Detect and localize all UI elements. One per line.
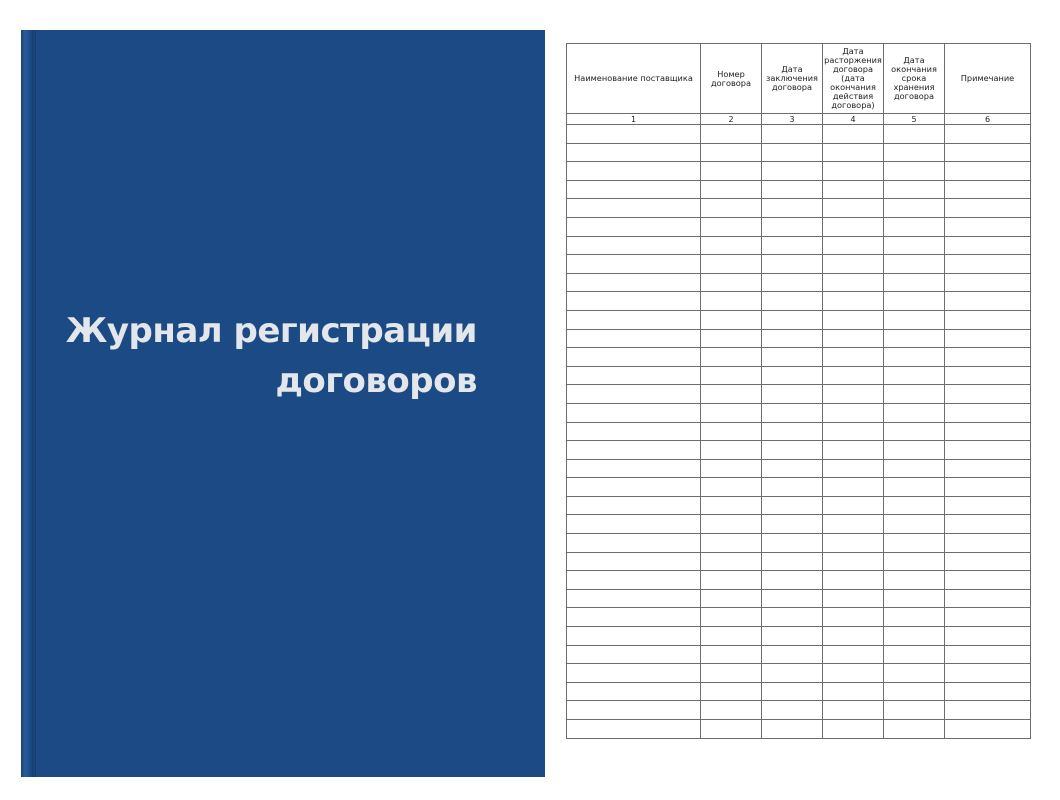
table-cell [823,552,884,571]
table-cell [567,162,701,181]
table-cell [567,255,701,274]
column-number-1: 1 [567,114,701,125]
header-supplier-name: Наименование поставщика [567,44,701,114]
table-cell [823,217,884,236]
table-cell [823,645,884,664]
table-cell [701,236,762,255]
table-cell [945,255,1031,274]
table-row [567,199,1031,218]
table-cell [701,720,762,739]
table-cell [701,608,762,627]
header-row [567,44,1031,114]
table-cell [762,534,823,553]
table-cell [823,441,884,460]
table-row [567,478,1031,497]
table-cell [567,608,701,627]
table-cell [884,552,945,571]
column-number-5: 5 [884,114,945,125]
table-cell [701,664,762,683]
table-cell [701,589,762,608]
table-cell [762,329,823,348]
table-row [567,385,1031,404]
column-number-6: 6 [945,114,1031,125]
table-cell [567,217,701,236]
table-cell [567,236,701,255]
table-cell [701,329,762,348]
table-row [567,534,1031,553]
table-cell [762,645,823,664]
table-cell [884,366,945,385]
table-cell [567,478,701,497]
table-cell [701,571,762,590]
table-cell [884,125,945,144]
table-cell [945,552,1031,571]
header-note: Примечание [945,44,1031,114]
table-cell [567,143,701,162]
table-cell [884,403,945,422]
table-cell [567,180,701,199]
table-row [567,217,1031,236]
table-cell [823,348,884,367]
table-cell [884,236,945,255]
table-cell [701,515,762,534]
table-cell [701,645,762,664]
table-cell [884,385,945,404]
table-row [567,403,1031,422]
table-cell [567,571,701,590]
cover-title-line-2: договоров [275,361,477,401]
table-cell [823,125,884,144]
table-cell [823,403,884,422]
cover-spine [21,30,35,777]
cover-title [66,306,477,406]
table-cell [567,366,701,385]
table-row [567,589,1031,608]
table-cell [762,403,823,422]
table-cell [762,720,823,739]
table-cell [567,199,701,218]
table-cell [945,143,1031,162]
table-cell [945,459,1031,478]
table-cell [701,255,762,274]
table-cell [762,496,823,515]
table-cell [762,441,823,460]
table-cell [884,720,945,739]
table-cell [823,515,884,534]
table-cell [823,459,884,478]
table-cell [762,125,823,144]
table-cell [567,664,701,683]
table-cell [701,701,762,720]
table-cell [762,180,823,199]
table-cell [701,180,762,199]
spine-edge-line [35,30,36,777]
table-cell [567,720,701,739]
table-cell [762,255,823,274]
table-cell [567,292,701,311]
table-cell [884,310,945,329]
table-row [567,329,1031,348]
table-cell [823,478,884,497]
table-cell [762,236,823,255]
table-cell [567,645,701,664]
table-cell [823,162,884,181]
table-cell [884,273,945,292]
table-cell [884,534,945,553]
table-cell [567,552,701,571]
table-cell [823,310,884,329]
table-row [567,180,1031,199]
table-cell [762,143,823,162]
table-cell [945,645,1031,664]
table-cell [823,292,884,311]
register-page [566,43,1030,740]
table-cell [823,199,884,218]
table-cell [701,348,762,367]
table-row [567,273,1031,292]
table-row [567,645,1031,664]
journal-cover [21,30,545,777]
table-cell [945,589,1031,608]
header-storage-end-date: Дата окончания срока хранения договора [884,44,945,114]
table-cell [701,552,762,571]
table-cell [762,627,823,646]
table-cell [823,534,884,553]
table-cell [945,180,1031,199]
table-cell [762,589,823,608]
table-row [567,682,1031,701]
table-cell [762,385,823,404]
table-cell [884,515,945,534]
table-cell [762,552,823,571]
table-cell [884,589,945,608]
table-row [567,255,1031,274]
table-cell [823,366,884,385]
table-cell [762,608,823,627]
table-row [567,125,1031,144]
table-cell [762,701,823,720]
header-conclusion-date: Дата заключения договора [762,44,823,114]
table-cell [884,608,945,627]
table-cell [701,292,762,311]
table-cell [945,571,1031,590]
table-cell [884,459,945,478]
table-cell [762,348,823,367]
table-cell [567,459,701,478]
table-cell [701,403,762,422]
table-cell [945,273,1031,292]
table-cell [823,589,884,608]
table-row [567,627,1031,646]
table-cell [823,664,884,683]
table-cell [701,496,762,515]
table-cell [945,627,1031,646]
table-cell [762,199,823,218]
table-cell [567,403,701,422]
table-row [567,366,1031,385]
table-cell [823,496,884,515]
table-cell [823,608,884,627]
table-cell [701,162,762,181]
table-cell [762,273,823,292]
table-cell [567,627,701,646]
table-cell [884,441,945,460]
table-cell [823,385,884,404]
table-cell [823,422,884,441]
table-cell [762,162,823,181]
table-cell [567,441,701,460]
table-cell [884,496,945,515]
table-cell [945,199,1031,218]
table-cell [701,627,762,646]
table-cell [762,217,823,236]
table-cell [567,125,701,144]
table-cell [823,236,884,255]
table-row [567,608,1031,627]
table-cell [945,515,1031,534]
column-number-4: 4 [823,114,884,125]
column-number-row [567,114,1031,125]
table-cell [945,292,1031,311]
table-cell [567,701,701,720]
table-row [567,571,1031,590]
table-cell [823,627,884,646]
table-cell [945,366,1031,385]
cover-title-line-1: Журнал регистрации [65,311,477,351]
table-cell [884,571,945,590]
table-cell [945,329,1031,348]
table-cell [567,534,701,553]
table-cell [701,125,762,144]
table-cell [884,422,945,441]
table-row [567,348,1031,367]
table-cell [762,310,823,329]
table-cell [701,273,762,292]
table-cell [701,422,762,441]
table-cell [884,255,945,274]
table-cell [701,366,762,385]
table-row [567,664,1031,683]
table-cell [823,720,884,739]
table-cell [823,273,884,292]
table-cell [945,236,1031,255]
table-cell [945,422,1031,441]
table-cell [945,496,1031,515]
table-cell [884,478,945,497]
table-cell [567,682,701,701]
table-cell [945,217,1031,236]
table-cell [567,310,701,329]
register-table [566,43,1031,739]
table-cell [884,292,945,311]
table-cell [701,143,762,162]
table-cell [567,496,701,515]
table-cell [945,478,1031,497]
table-cell [701,217,762,236]
table-cell [567,515,701,534]
table-row [567,459,1031,478]
table-cell [567,589,701,608]
table-cell [884,162,945,181]
table-row [567,701,1031,720]
table-row [567,720,1031,739]
header-contract-number: Номер договора [701,44,762,114]
table-row [567,496,1031,515]
table-cell [762,515,823,534]
table-cell [567,422,701,441]
table-cell [823,180,884,199]
table-cell [884,199,945,218]
table-cell [884,701,945,720]
column-number-2: 2 [701,114,762,125]
table-cell [762,664,823,683]
table-cell [823,255,884,274]
table-cell [884,627,945,646]
table-cell [884,664,945,683]
table-row [567,515,1031,534]
table-cell [701,478,762,497]
table-row [567,162,1031,181]
table-cell [884,682,945,701]
table-cell [945,310,1031,329]
table-cell [762,682,823,701]
table-cell [884,143,945,162]
table-cell [945,162,1031,181]
table-cell [762,422,823,441]
table-cell [945,348,1031,367]
table-cell [567,329,701,348]
table-cell [567,273,701,292]
table-cell [762,366,823,385]
table-cell [701,534,762,553]
table-cell [567,385,701,404]
table-cell [823,682,884,701]
table-cell [823,701,884,720]
table-cell [762,292,823,311]
table-cell [945,534,1031,553]
table-row [567,422,1031,441]
table-cell [884,329,945,348]
table-row [567,292,1031,311]
table-row [567,236,1031,255]
header-termination-date: Дата расторжения договора (дата окончания действия договора) [823,44,884,114]
table-cell [945,720,1031,739]
table-row [567,310,1031,329]
table-row [567,441,1031,460]
table-cell [945,608,1031,627]
table-cell [884,645,945,664]
table-cell [945,682,1031,701]
table-cell [884,217,945,236]
table-row [567,143,1031,162]
table-cell [945,125,1031,144]
table-cell [701,385,762,404]
table-cell [945,441,1031,460]
column-number-3: 3 [762,114,823,125]
table-cell [945,385,1031,404]
table-cell [762,478,823,497]
table-cell [701,441,762,460]
table-cell [884,180,945,199]
table-row [567,552,1031,571]
table-cell [762,571,823,590]
table-cell [762,459,823,478]
table-cell [945,664,1031,683]
table-cell [823,571,884,590]
table-cell [567,348,701,367]
table-cell [884,348,945,367]
table-cell [823,329,884,348]
table-cell [701,459,762,478]
table-cell [823,143,884,162]
table-cell [945,701,1031,720]
table-cell [701,682,762,701]
table-cell [701,310,762,329]
table-cell [945,403,1031,422]
table-cell [701,199,762,218]
